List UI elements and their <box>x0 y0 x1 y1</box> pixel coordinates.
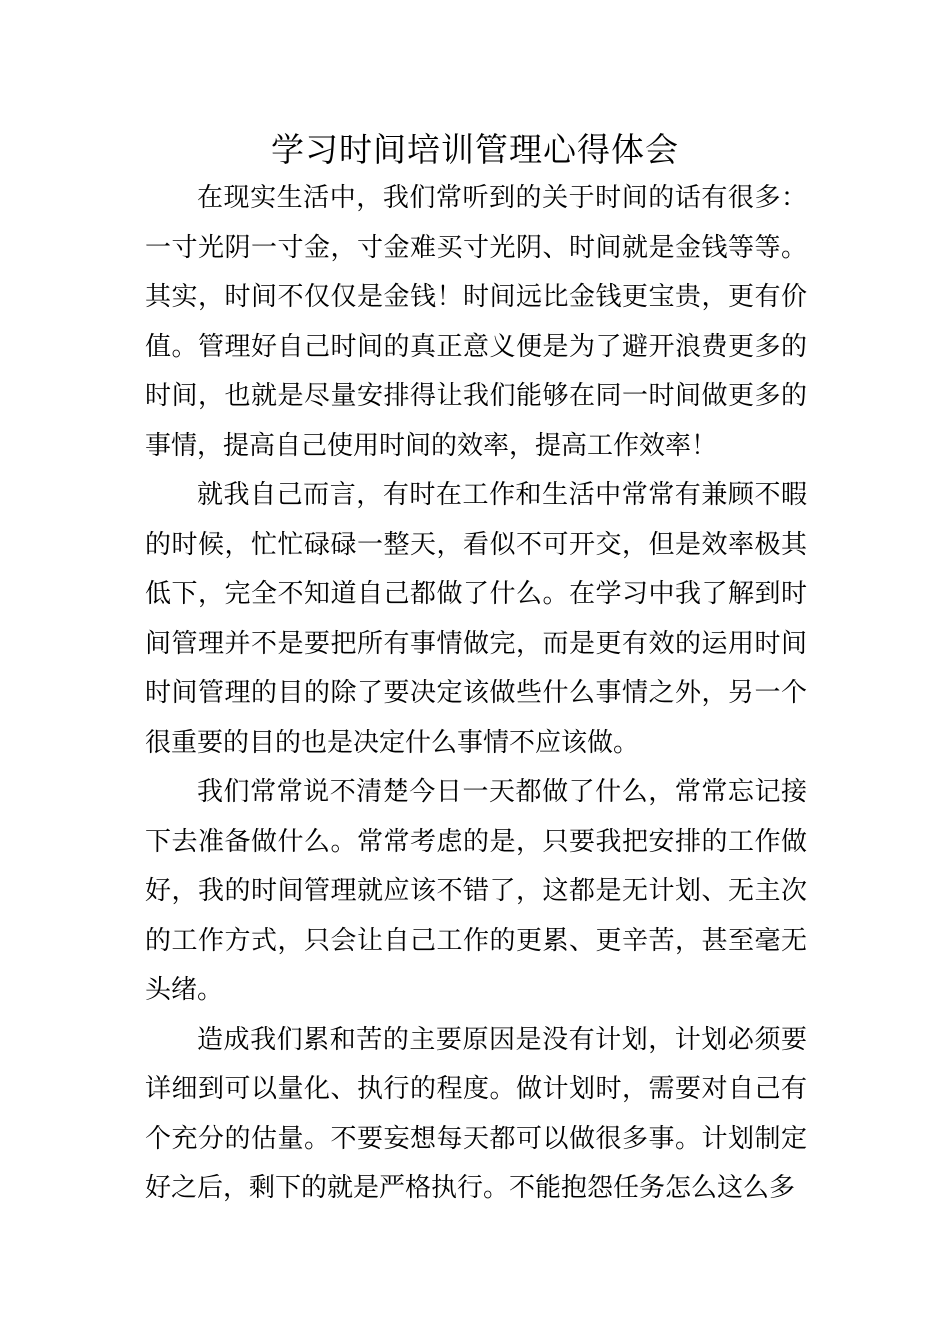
paragraph-4: 造成我们累和苦的主要原因是没有计划，计划必须要详细到可以量化、执行的程度。做计划时，需要对自己有个充分的估量。不要妄想每天都可以做很多事。计划制定好之后，剩下的就是严格执行。不能抱怨任务怎么这么多 <box>145 1024 807 1203</box>
paragraph-2: 就我自己而言，有时在工作和生活中常常有兼顾不暇的时候，忙忙碌碌一整天，看似不可开交，但是效率极其低下，完全不知道自己都做了什么。在学习中我了解到时间管理并不是要把所有事情做完，而是更有效的运用时间时间管理的目的除了要决定该做些什么事情之外，另一个很重要的目的也是决定什么事情不应该做。 <box>145 480 807 758</box>
paragraph-1: 在现实生活中，我们常听到的关于时间的话有很多：一寸光阴一寸金，寸金难买寸光阴、时间就是金钱等等。其实，时间不仅仅是金钱！时间远比金钱更宝贵，更有价值。管理好自己时间的真正意义便是为了避开浪费更多的时间，也就是尽量安排得让我们能够在同一时间做更多的事情，提高自己使用时间的效率，提高工作效率！ <box>145 183 807 461</box>
document-body <box>145 174 807 1214</box>
paragraph-3: 我们常常说不清楚今日一天都做了什么，常常忘记接下去准备做什么。常常考虑的是，只要我把安排的工作做好，我的时间管理就应该不错了，这都是无计划、无主次的工作方式，只会让自己工作的更累、更辛苦，甚至毫无头绪。 <box>145 777 807 1005</box>
document-title: 学习时间培训管理心得体会 <box>271 130 679 169</box>
